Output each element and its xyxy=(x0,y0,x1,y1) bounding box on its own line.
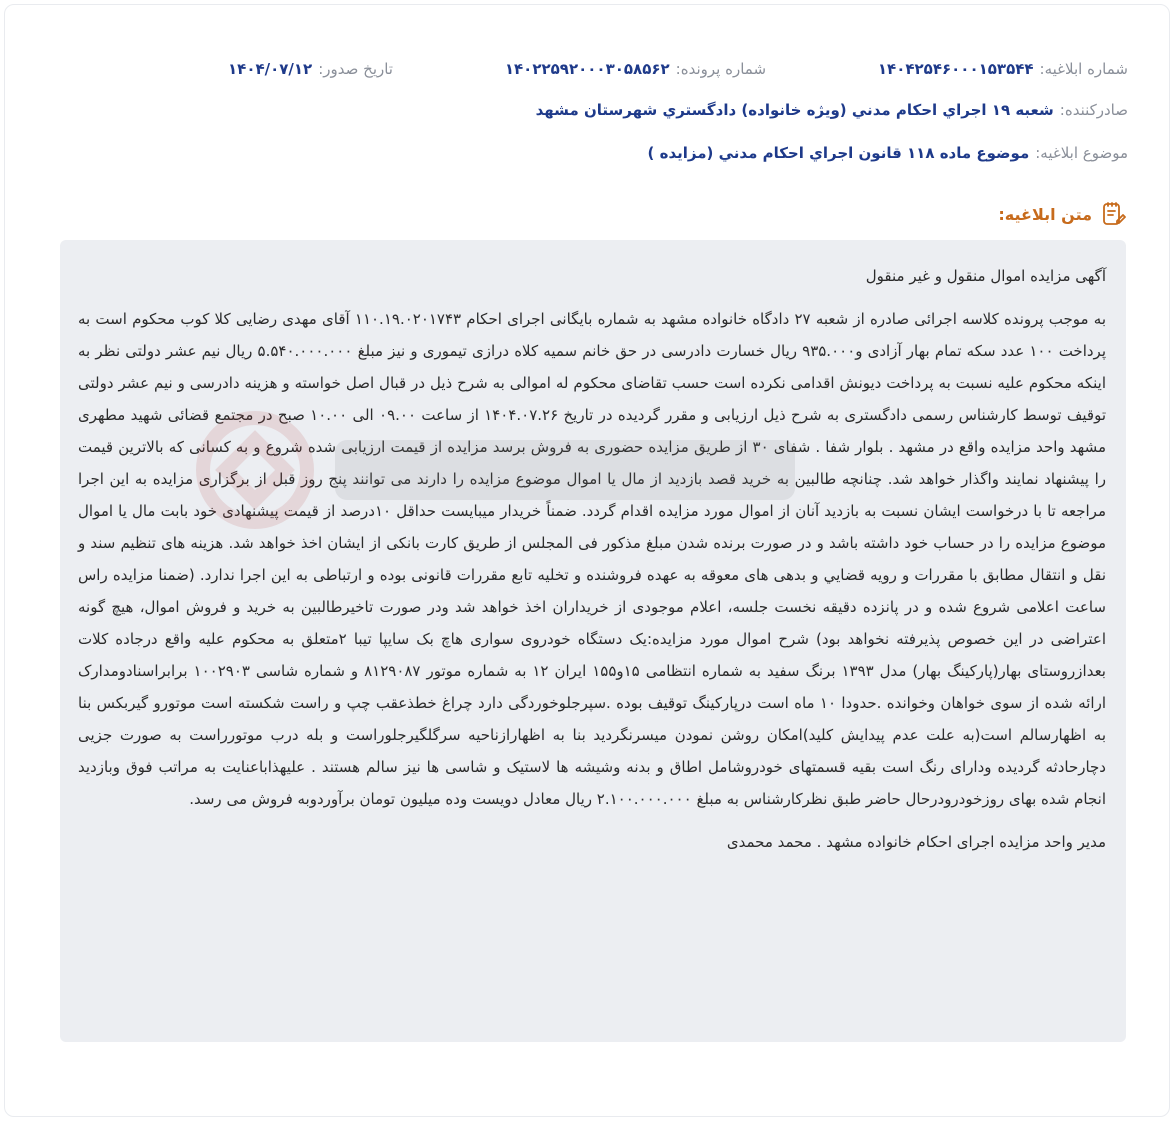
notice-signature: مدیر واحد مزایده اجرای احکام خانواده مشهد . محمد محمدی xyxy=(726,833,1106,851)
issue-date-value: ۱۴۰۴/۰۷/۱۲ xyxy=(228,60,313,78)
meta-row-issuer xyxy=(46,99,1128,121)
issue-date-label: تاريخ صدور: xyxy=(318,60,393,78)
notice-number-label: شماره ابلاغيه: xyxy=(1039,60,1128,78)
meta-row-subject xyxy=(46,142,1128,164)
case-number-field xyxy=(505,58,766,80)
notice-number-field xyxy=(878,58,1128,80)
notice-body: به موجب پرونده کلاسه اجرائی صادره از شعبه ۲۷ دادگاه خانواده مشهد به شماره بایگانی اجرای احکام ۱۱۰.۱۹.۰۲۰۱۷۴۳ آقای مهدی رضایی کلا کوب محکوم است به پرداخت ۱۰۰ عدد سکه تمام بهار آزادی و۹۳۵.۰۰۰ ریال خسارت دادرسی در حق خانم سمیه کلاه درازی تیموری و نیز مبلغ ۵.۵۴۰.۰۰۰.۰۰۰ ریال نیم عشر دولتی نظر به اینکه محکوم علیه نسبت به پرداخت دیونش اقدامی نکرده است حسب تقاضای محکوم له اموالی به شرح ذیل در قبال اصل خواسته و هزینه دادرسی و نیم عشر دولتی توقیف توسط کارشناس رسمی دادگستری به شرح ذیل ارزیابی و مقرر گردیده در تاریخ ۱۴۰۴.۰۷.۲۶ از ساعت ۰۹.۰۰ الی ۱۰.۰۰ صبح در مجتمع قضائی شهید مطهری مشهد واحد مزایده واقع در مشهد . بلوار شفا . شفای ۳۰ از طریق مزایده حضوری به فروش برسد مزایده از قیمت ارزیابی شده شروع و به کسانی که بالاترین قیمت را پیشنهاد نمایند واگذار خواهد شد. چنانچه طالبین به خرید قصد بازدید از مال یا اموال موضوع مزایده را دارند می توانند پنج روز قبل از برگزاری مزایده به این اجرا مراجعه تا با درخواست ایشان نسبت به بازدید آنان از اموال مورد مزایده اقدام گردد. ضمناً خریدار میبایست حداقل ۱۰درصد از قیمت پیشنهادی خود بابت مال یا اموال موضوع مزایده را در حساب خود داشته باشد و در صورت برنده شدن مبلغ مذکور فی المجلس از طریق کارت بانکی از ایشان اخذ خواهد شد. هزینه های تنظیم سند و نقل و انتقال مطابق با مقررات و رويه قضايي و بدهی های معوقه به عهده فروشنده و تخلیه تابع مقررات قانونی بوده و ارتباطی به این اجرا ندارد. (ضمنا مزایده راس ساعت اعلامی شروع شده و در پانزده دقیقه نخست جلسه، اعلام موجودی از خریداران اخذ خواهد شد ودر صورت تاخیرطالبین به خرید و فروش اموال، هیچ گونه اعتراضی در این خصوص پذیرفته نخواهد بود) شرح اموال مورد مزایده:یک دستگاه خودروی سواری هاچ بک سایپا تیبا ۲متعلق به محکوم علیه واقع درجاده کلات بعدازروستای بهار(پارکینگ بهار) مدل ۱۳۹۳ برنگ سفید به شماره انتظامی ۱۵و۱۵۵ ایران ۱۲ به شماره موتور ۸۱۲۹۰۸۷ و شماره شاسی ۱۰۰۲۹۰۳ برابراسنادومدارک ارائه شده از سوی خواهان وخوانده .حدودا ۱۰ ماه است درپارکینگ توقیف بوده .سپرجلوخوردگی دارد چراغ خطذعقب چپ و راست شکسته است موتورو گیربکس بنا به اظهارسالم است(به علت عدم پیدایش کلید)امکان روشن نمودن میسرنگردید بنا به اظهارازناحیه سرگلگیرجلوراست و بله درب موتورراست به صورت جزیی دچارحادثه گردیده ودارای رنگ است بقیه قسمتهای خودروشامل اطاق و بدنه وشیشه ها لاستیک و شاسی ها نیز سالم هستند . علیهذاباعنایت به مراتب فوق وبازدید انجام شده بهای روزخودرودرحال حاضر طبق نظرکارشناس به مبلغ ۲.۱۰۰.۰۰۰.۰۰۰ ریال معادل دویست وده میلیون تومان برآوردوبه فروش می رسد. xyxy=(78,310,1107,808)
document-edit-icon xyxy=(1100,201,1126,227)
issue-date-field xyxy=(228,58,393,80)
subject-value: موضوع ماده ۱۱۸ قانون اجراي احکام مدني (مزايده ) xyxy=(647,144,1030,162)
case-number-value: ۱۴۰۲۲۵۹۲۰۰۰۳۰۵۸۵۶۲ xyxy=(504,60,670,78)
issuer-label: صادرکننده: xyxy=(1059,101,1128,119)
notice-heading: آگهی مزایده اموال منقول و غیر منقول xyxy=(865,267,1106,285)
notice-number-value: ۱۴۰۴۲۵۴۶۰۰۰۱۵۳۵۴۴ xyxy=(877,60,1034,78)
notice-text-section-title xyxy=(998,201,1126,227)
issuer-value: شعبه ۱۹ اجراي احکام مدني (ويژه خانواده) دادگستري شهرستان مشهد xyxy=(535,101,1054,119)
notice-content-box xyxy=(60,240,1126,1042)
subject-label: موضوع ابلاغيه: xyxy=(1035,144,1128,162)
meta-row-numbers xyxy=(228,58,1128,80)
section-title-text: متن ابلاغيه: xyxy=(998,204,1092,224)
case-number-label: شماره پرونده: xyxy=(675,60,767,78)
